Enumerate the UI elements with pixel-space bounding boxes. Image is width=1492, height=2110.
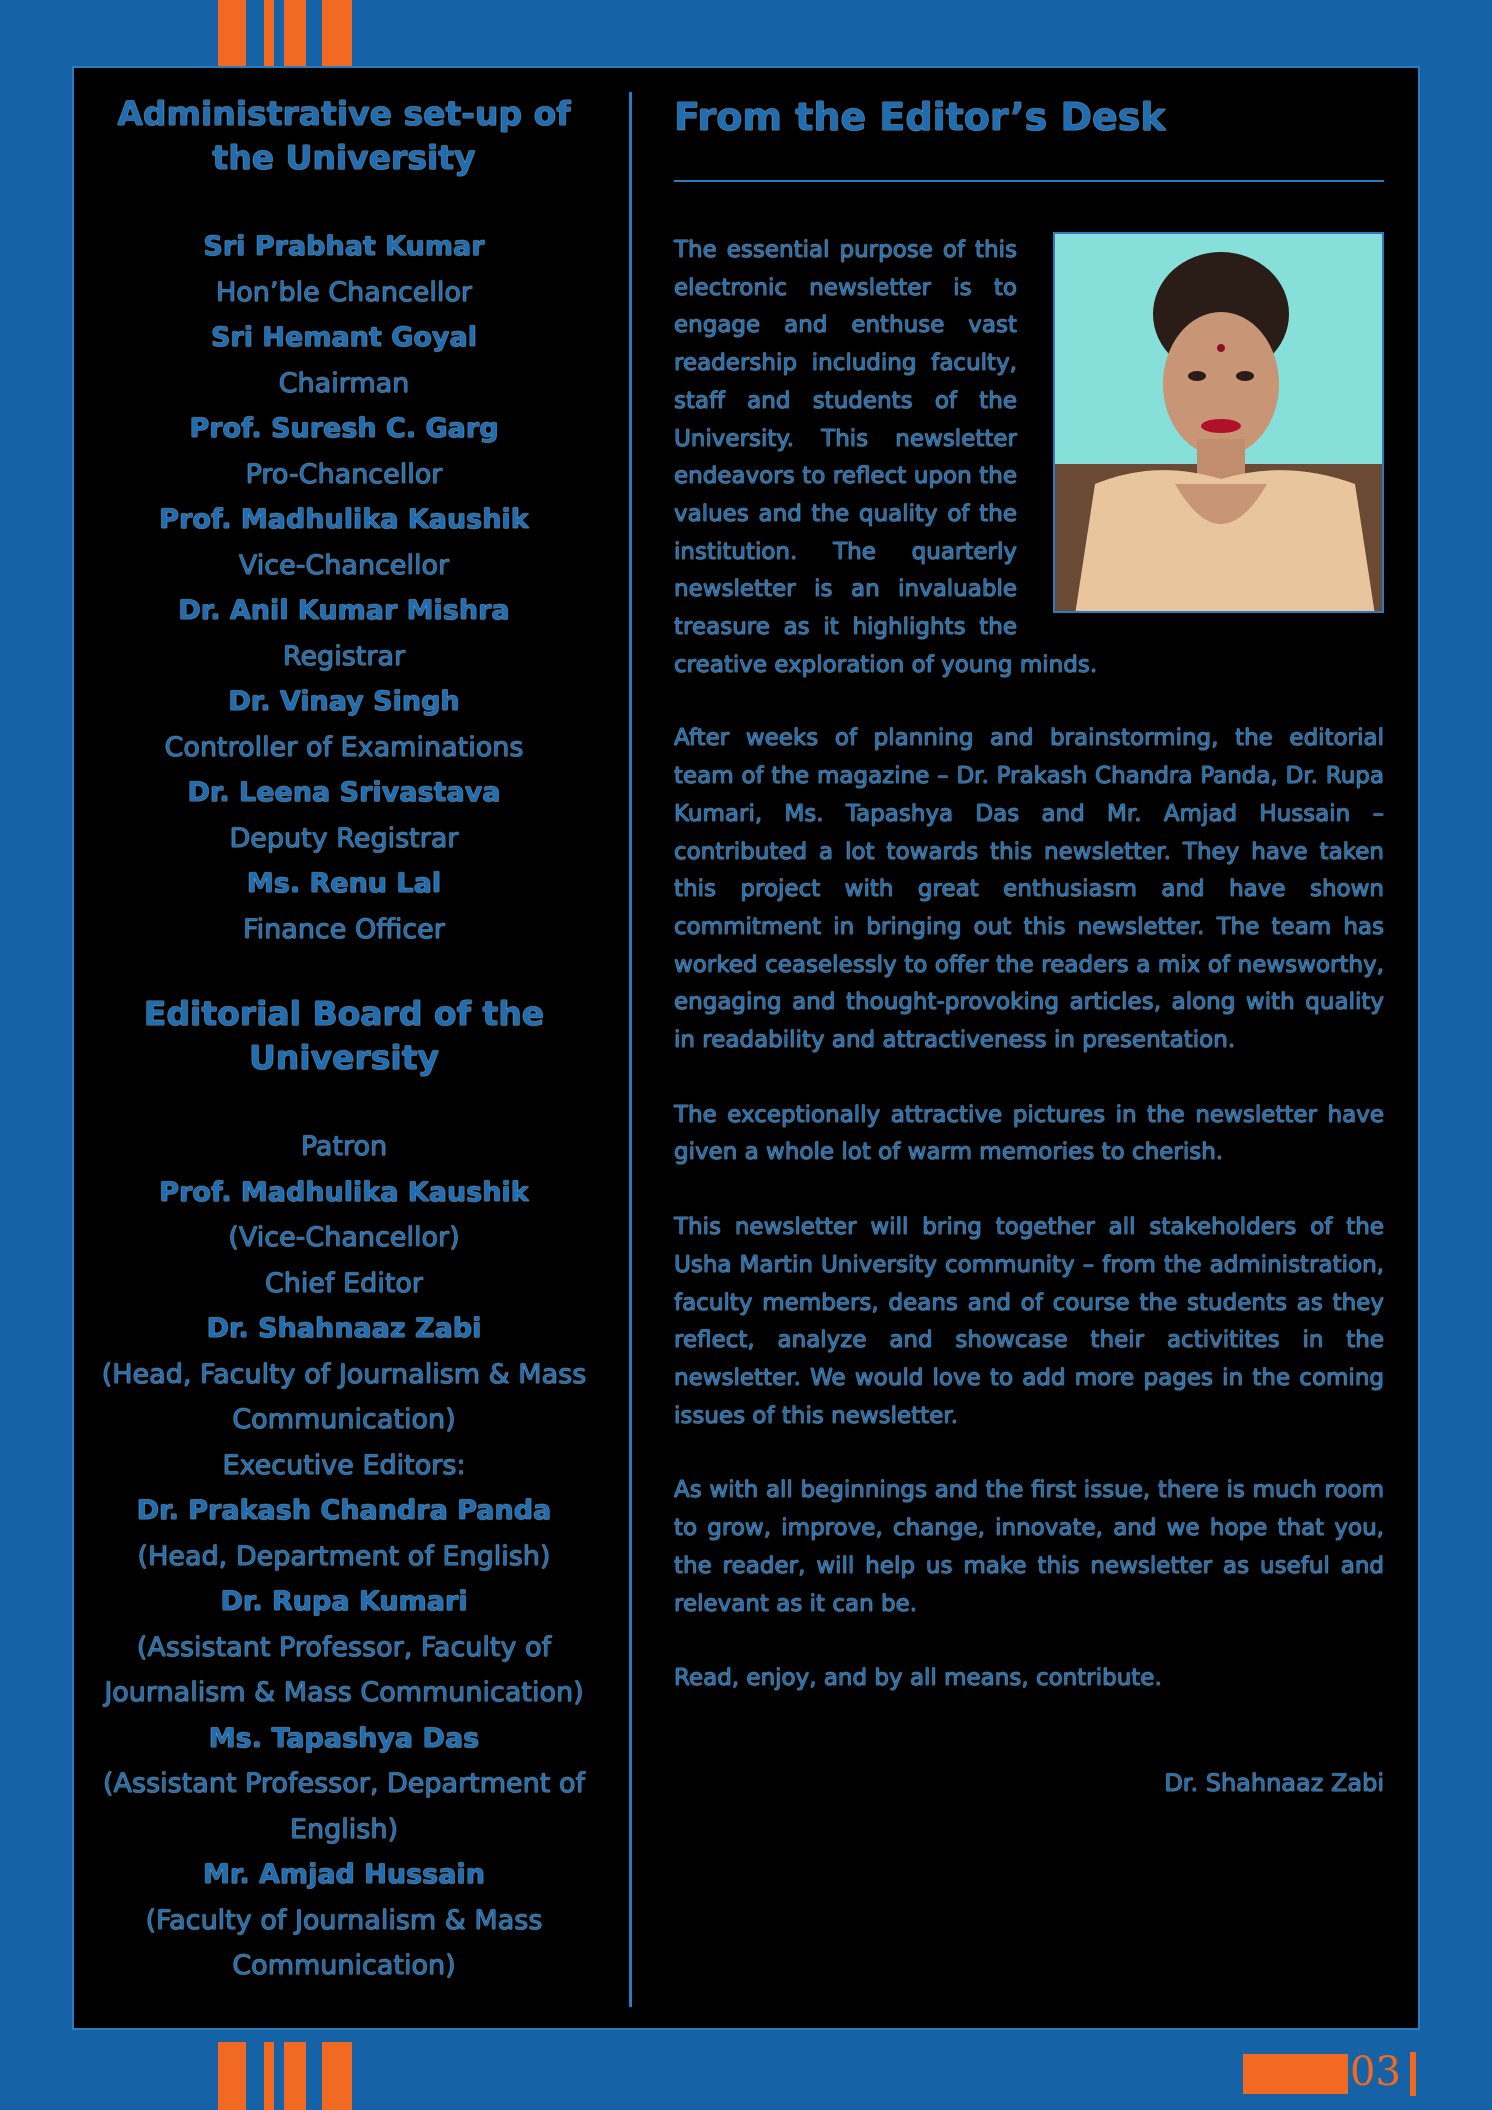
page-number: 03 bbox=[1350, 2049, 1401, 2095]
exec-editor-name: Dr. Rupa Kumari bbox=[220, 1586, 468, 1617]
member-name: Sri Prabhat Kumar bbox=[203, 231, 485, 262]
member-name: Prof. Madhulika Kaushik bbox=[159, 504, 529, 535]
executive-editors-label: Executive Editors: bbox=[222, 1449, 466, 1481]
chief-editor-role: Communication) bbox=[232, 1404, 456, 1435]
editor-signature: Dr. Shahnaaz Zabi bbox=[1164, 1768, 1384, 1797]
exec-editor-role: Journalism & Mass Communication) bbox=[104, 1677, 584, 1708]
exec-editor-name: Mr. Amjad Hussain bbox=[203, 1859, 485, 1890]
editor-desk-title: From the Editor’s Desk bbox=[674, 95, 1166, 139]
editorial-members bbox=[84, 1124, 604, 1989]
top-stripes bbox=[218, 0, 352, 68]
chief-editor-name: Dr. Shahnaaz Zabi bbox=[206, 1313, 482, 1344]
member-role: Pro-Chancellor bbox=[245, 458, 443, 490]
editor-photo bbox=[1053, 232, 1384, 613]
page-card bbox=[72, 66, 1420, 2030]
admin-title-line-2: the University bbox=[212, 138, 476, 177]
member-role: Chairman bbox=[278, 367, 410, 399]
admin-title-line-1: Administrative set-up of bbox=[117, 94, 571, 133]
exec-editor-role: (Head, Department of English) bbox=[137, 1540, 551, 1572]
column-divider bbox=[629, 92, 632, 2007]
member-name: Dr. Anil Kumar Mishra bbox=[178, 595, 510, 626]
exec-editor-role: (Assistant Professor, Department of bbox=[103, 1768, 585, 1799]
exec-editor-role: (Faculty of Journalism & Mass bbox=[145, 1904, 543, 1936]
editorial-title bbox=[84, 992, 604, 1080]
chief-editor-label: Chief Editor bbox=[264, 1267, 424, 1299]
exec-editor-role: Communication) bbox=[232, 1950, 456, 1981]
editor-paragraph: The exceptionally attractive pictures in the newsletter have given a whole lot of warm memories to cherish. bbox=[674, 1101, 1384, 1166]
admin-title bbox=[84, 92, 604, 180]
editor-paragraph: Read, enjoy, and by all means, contribute. bbox=[674, 1665, 1162, 1692]
exec-editor-role: English) bbox=[289, 1813, 399, 1845]
member-role: Controller of Examinations bbox=[164, 731, 524, 763]
patron-label: Patron bbox=[300, 1131, 388, 1162]
member-name: Prof. Suresh C. Garg bbox=[189, 413, 499, 444]
patron-name: Prof. Madhulika Kaushik bbox=[159, 1176, 529, 1208]
editorial-title-line-2: University bbox=[248, 1038, 439, 1077]
right-column bbox=[674, 92, 1384, 1802]
member-role: Vice-Chancellor bbox=[238, 549, 450, 581]
bottom-stripes bbox=[218, 2042, 352, 2110]
editor-paragraph: The essential purpose of this electronic newsletter is to engage and enthuse vast readership including faculty, staff and students of the University. This newsletter endeavors to reflect upon the values and the quality of the institution. The quarterly newsletter is an invaluable treasure as it highlights the creative exploration of young minds. bbox=[674, 237, 1098, 678]
page-number-bar bbox=[1243, 2054, 1348, 2094]
exec-editor-role: (Assistant Professor, Faculty of bbox=[136, 1631, 552, 1663]
admin-members bbox=[84, 224, 604, 952]
exec-editor-name: Ms. Tapashya Das bbox=[208, 1722, 480, 1754]
page-number-tick bbox=[1410, 2052, 1416, 2096]
editor-paragraph: This newsletter will bring together all stakeholders of the Usha Martin University community – from the administration, faculty members, deans and of course the students as they reflect, analyze and showcase their activitites in the newsletter. We would love to add more pages in the coming issues of this newsletter. bbox=[674, 1214, 1384, 1429]
member-role: Finance Officer bbox=[243, 913, 445, 945]
editor-paragraph: As with all beginnings and the first issue, there is much room to grow, improve, change, innovate, and we hope that you, the reader, will help us make this newsletter as useful and relevant as it can be. bbox=[674, 1477, 1384, 1617]
member-role: Registrar bbox=[282, 640, 406, 672]
editor-portrait-image bbox=[1055, 234, 1384, 613]
member-role: Hon’ble Chancellor bbox=[215, 276, 473, 308]
member-name: Dr. Vinay Singh bbox=[228, 686, 460, 717]
title-rule bbox=[674, 180, 1384, 182]
exec-editor-name: Dr. Prakash Chandra Panda bbox=[136, 1495, 552, 1526]
patron-role: (Vice-Chancellor) bbox=[228, 1222, 460, 1253]
left-column bbox=[84, 92, 604, 1989]
member-name: Ms. Renu Lal bbox=[246, 868, 442, 899]
member-role: Deputy Registrar bbox=[229, 822, 459, 854]
member-name: Sri Hemant Goyal bbox=[211, 322, 477, 353]
editorial-title-line-1: Editorial Board of the bbox=[143, 994, 545, 1033]
member-name: Dr. Leena Srivastava bbox=[187, 777, 501, 808]
editor-paragraph: After weeks of planning and brainstorming, the editorial team of the magazine – Dr. Prakash Chandra Panda, Dr. Rupa Kumari, Ms. Tapashya Das and Mr. Amjad Hussain – contributed a lot towards this newsletter. They have taken this project with great enthusiasm and have shown commitment in bringing out this newsletter. The team has worked ceaselessly to offer the readers a mix of newsworthy, engaging and thought-provoking articles, along with quality in readability and attractiveness in presentation. bbox=[674, 725, 1384, 1054]
chief-editor-role: (Head, Faculty of Journalism & Mass bbox=[101, 1358, 587, 1390]
